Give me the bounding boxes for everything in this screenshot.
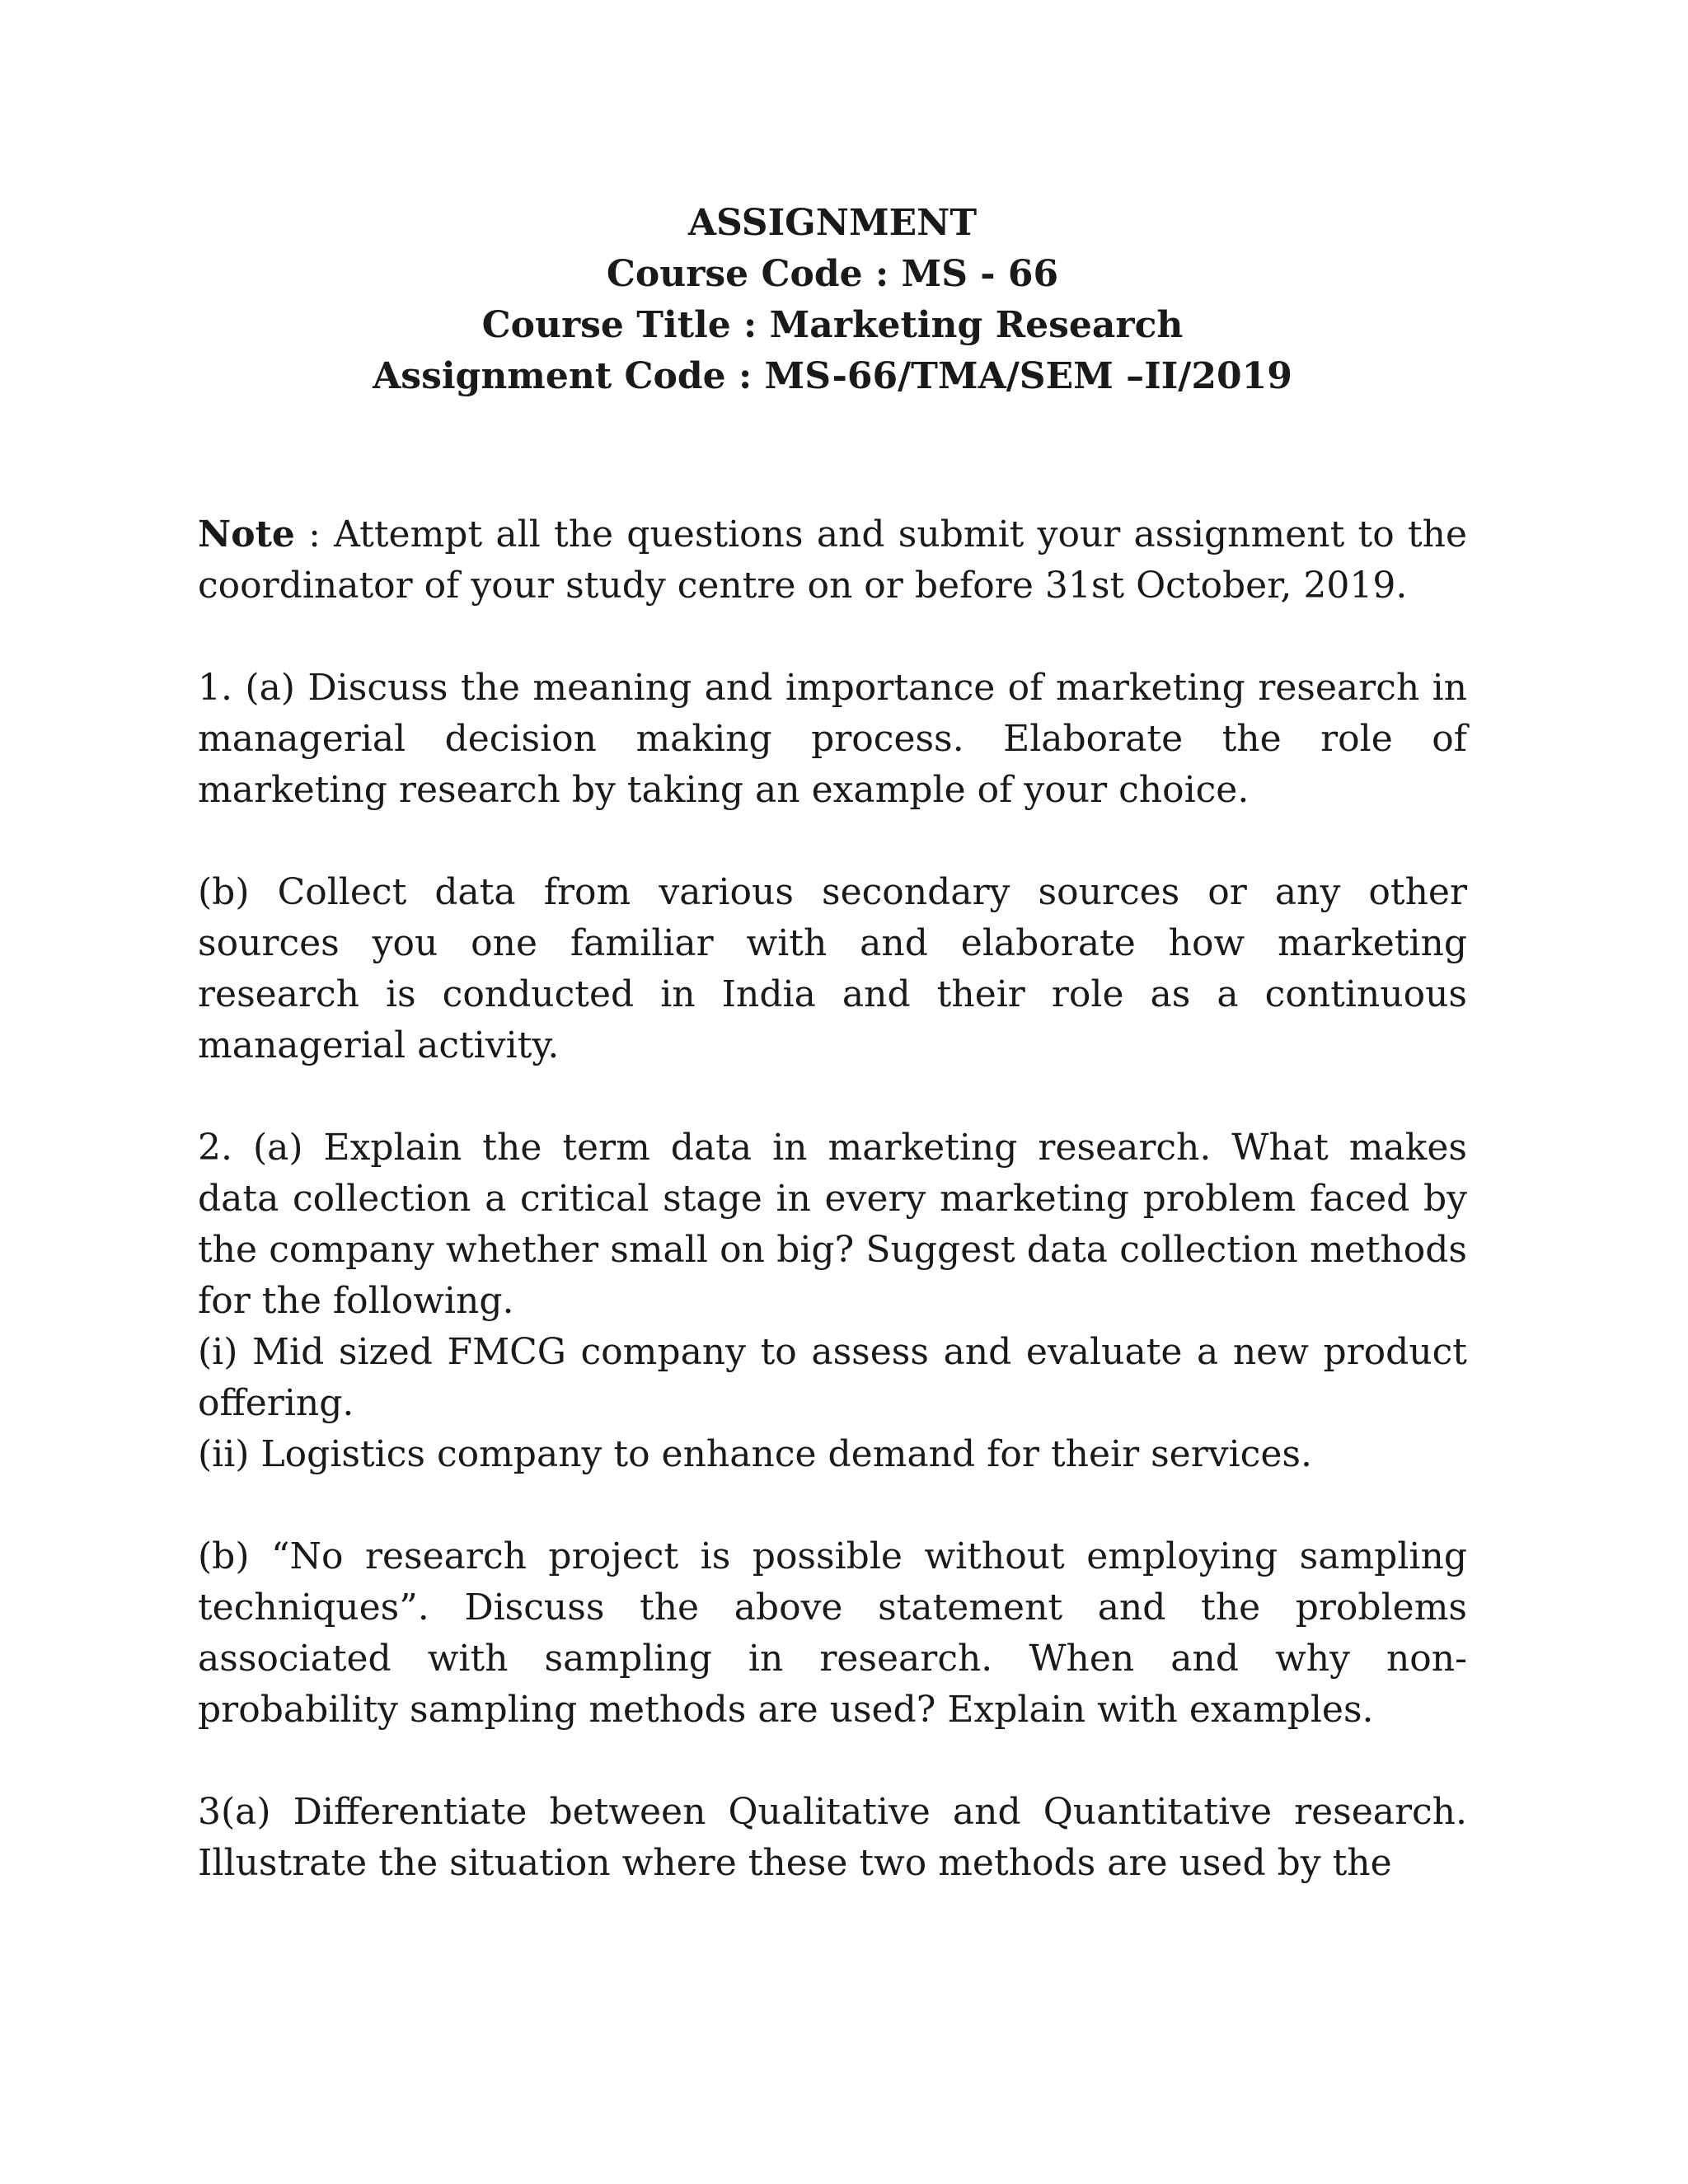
- note-label: Note: [198, 513, 295, 555]
- question-1b: (b) Collect data from various secondary sources or any other sources you one familiar with and elaborate how marketing research is conducted in India and their role as a continuous managerial activity.: [198, 871, 1467, 1066]
- assignment-page: [198, 198, 1467, 1889]
- assignment-title: ASSIGNMENT: [687, 202, 978, 244]
- question-2a-ii: (ii) Logistics company to enhance demand for their services.: [198, 1433, 1312, 1475]
- question-2a-i: (i) Mid sized FMCG company to assess and evaluate a new product offering.: [198, 1331, 1467, 1424]
- assignment-header: [198, 198, 1467, 402]
- question-2b: (b) “No research project is possible without employing sampling techniques”. Discuss the above statement and the problems associated with sampling in research. When and why non-probability sampling methods are used? Explain with examples.: [198, 1535, 1467, 1731]
- question-2: [198, 1122, 1467, 1480]
- course-code: Course Code : MS - 66: [606, 253, 1059, 295]
- question-3a: 3(a) Differentiate between Qualitative and Quantitative research. Illustrate the situation where these two methods are used by the: [198, 1791, 1467, 1884]
- note-paragraph: [198, 509, 1467, 612]
- assignment-code: Assignment Code : MS-66/TMA/SEM –II/2019: [373, 355, 1292, 397]
- question-2a: 2. (a) Explain the term data in marketing research. What makes data collection a critical stage in every marketing problem faced by the company whether small on big? Suggest data collection methods for the following.: [198, 1127, 1467, 1322]
- note-text: : Attempt all the questions and submit your assignment to the coordinator of your study centre on or before 31st October, 2019.: [198, 513, 1467, 607]
- question-1a: 1. (a) Discuss the meaning and importance of marketing research in managerial decision making process. Elaborate the role of marketing research by taking an example of your choice.: [198, 667, 1467, 811]
- course-title: Course Title : Marketing Research: [481, 304, 1184, 346]
